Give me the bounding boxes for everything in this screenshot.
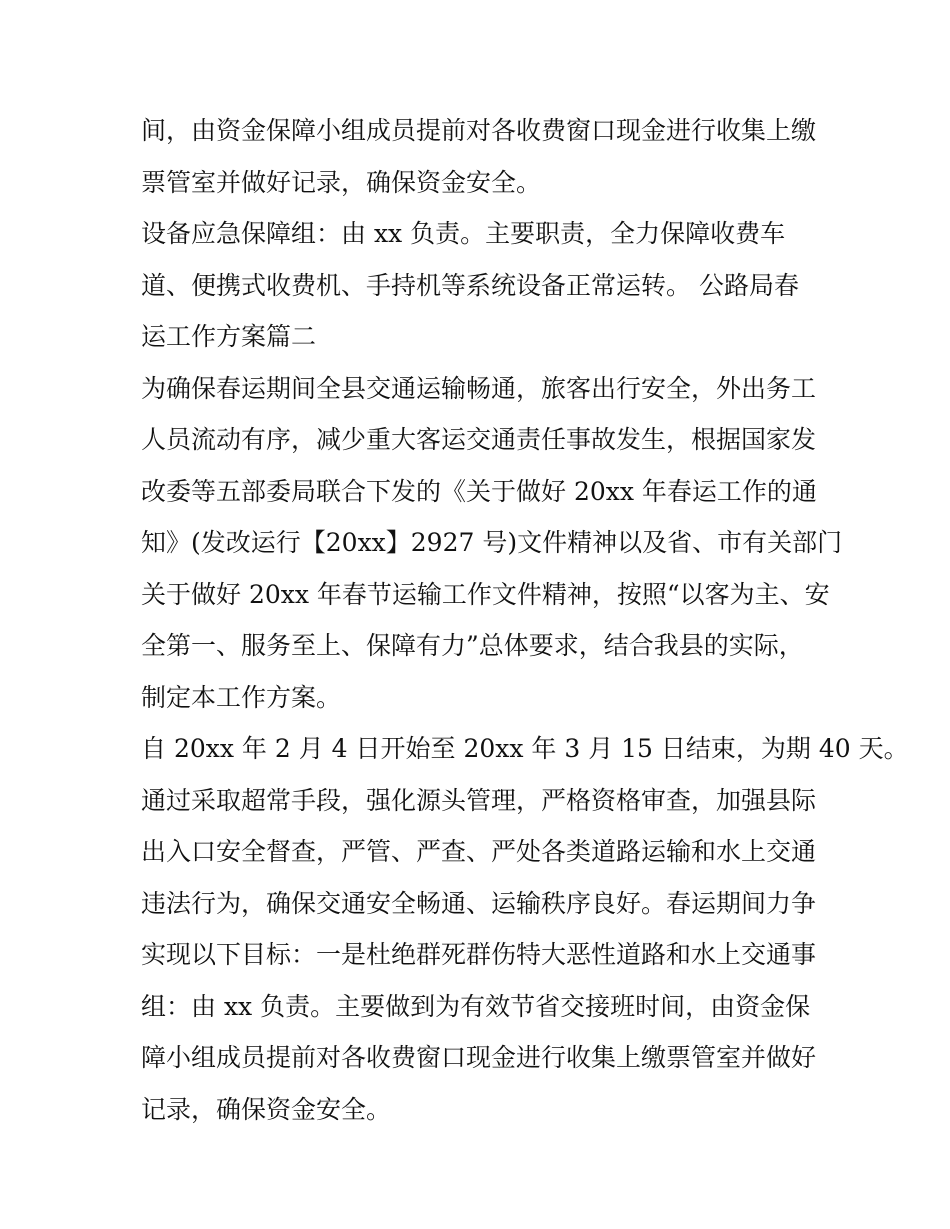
section-heading-line: 运工作方案篇二 [141, 322, 317, 351]
text-line: 出入口安全督查，严管、严查、严处各类道路运输和水上交通 [141, 837, 817, 866]
text-line: 为确保春运期间全县交通运输畅通，旅客出行安全，外出务工 [141, 373, 817, 403]
document-body [141, 105, 909, 1135]
text-line: 组：由 xx 负责。主要做到为有效节省交接班时间，由资金保 [141, 991, 811, 1021]
text-line: 道、便携式收费机、手持机等系统设备正常运转。 公路局春 [141, 270, 799, 300]
text-line: 票管室并做好记录，确保资金安全。 [141, 167, 542, 197]
text-line: 自 20xx 年 2 月 4 日开始至 20xx 年 3 月 15 日结束，为期 40 天。 [141, 734, 909, 763]
text-line: 违法行为，确保交通安全畅通、运输秩序良好。春运期间力争 [141, 888, 817, 918]
text-line: 障小组成员提前对各收费窗口现金进行收集上缴票管室并做好 [141, 1043, 817, 1072]
text-line: 记录，确保资金安全。 [141, 1094, 392, 1124]
text-line: 关于做好 20xx 年春节运输工作文件精神，按照“以客为主、安 [141, 579, 830, 609]
text-line: 实现以下目标：一是杜绝群死群伤特大恶性道路和水上交通事 [141, 940, 817, 969]
text-line: 知》(发改运行【20xx】2927 号)文件精神以及省、市有关部门 [141, 528, 843, 557]
text-line: 人员流动有序，减少重大客运交通责任事故发生，根据国家发 [141, 425, 817, 454]
text-line: 设备应急保障组：由 xx 负责。主要职责，全力保障收费车 [141, 219, 786, 248]
text-line: 制定本工作方案。 [141, 682, 342, 712]
text-line: 间，由资金保障小组成员提前对各收费窗口现金进行收集上缴 [141, 116, 817, 145]
text-line: 通过采取超常手段，强化源头管理，严格资格审查，加强县际 [141, 785, 817, 815]
text-line: 改委等五部委局联合下发的《关于做好 20xx 年春运工作的通 [141, 476, 817, 506]
text-line: 全第一、服务至上、保障有力”总体要求，结合我县的实际， [141, 631, 804, 660]
